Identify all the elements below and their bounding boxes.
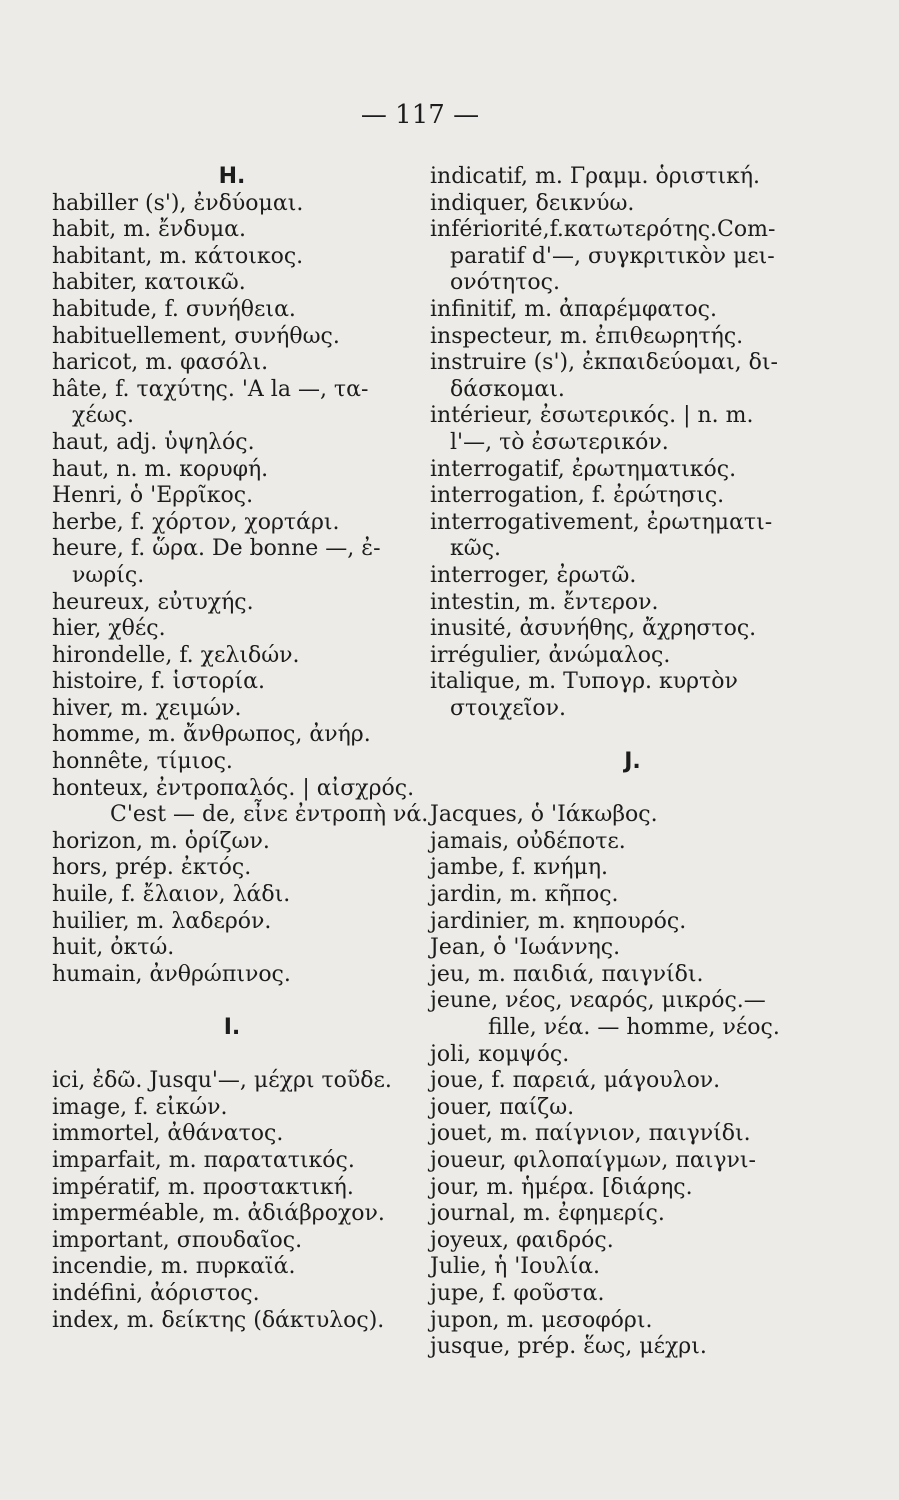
dictionary-entry: haricot, m. φασόλι. <box>52 350 269 376</box>
dictionary-entry: Jacques, ὁ 'Ιάκωβος. <box>430 802 658 828</box>
dictionary-entry: infinitif, m. ἀπαρέμφατος. <box>430 296 717 322</box>
entry-continuation: δάσκομαι. <box>450 376 565 402</box>
dictionary-entry: impératif, m. προστακτική. <box>52 1174 354 1200</box>
dictionary-entry: honteux, ἐντροπαλός. | αἰσχρός. <box>52 775 415 801</box>
dictionary-entry: joue, f. παρειά, μάγουλον. <box>430 1068 721 1094</box>
dictionary-entry: hirondelle, f. χελιδών. <box>52 642 300 668</box>
dictionary-entry: joli, κομψός. <box>430 1041 570 1067</box>
dictionary-entry: horizon, m. ὁρίζων. <box>52 828 270 854</box>
entry-continuation: στοιχεῖον. <box>450 695 567 721</box>
dictionary-entry: habiter, κατοικῶ. <box>52 270 246 296</box>
page-number: — 117 — <box>360 100 480 130</box>
dictionary-entry: habit, m. ἔνδυμα. <box>52 217 247 243</box>
dictionary-entry: homme, m. ἄνθρωπος, ἀνήρ. <box>52 722 371 748</box>
dictionary-entry: indicatif, m. Γραμμ. ὁριστική. <box>430 164 761 189</box>
entry-continuation: paratif d'—, συγκριτικὸν μει- <box>450 243 775 269</box>
right-column <box>430 164 835 1361</box>
dictionary-entry: Henri, ὁ 'Ερρῖκος. <box>52 483 254 509</box>
spacer <box>430 776 835 803</box>
dictionary-entry: hier, χθές. <box>52 616 166 642</box>
dictionary-entry: inusité, ἀσυνήθης, ἄχρηστος. <box>430 616 757 642</box>
sub-entry: C'est — de, εἶνε ἐντροπὴ νά. <box>110 802 429 828</box>
left-column <box>52 164 429 1334</box>
dictionary-entry: immortel, ἀθάνατος. <box>52 1121 284 1147</box>
dictionary-entry: jusque, prép. ἕως, μέχρι. <box>430 1334 707 1360</box>
section-heading: J. <box>624 749 641 775</box>
dictionary-entry: jardin, m. κῆπος. <box>430 882 619 908</box>
dictionary-entry: jardinier, m. κηπουρός. <box>430 908 687 934</box>
dictionary-entry: habitude, f. συνήθεια. <box>52 296 296 322</box>
dictionary-entry: huilier, m. λαδερόν. <box>52 908 272 934</box>
dictionary-entry: heure, f. ὥρα. De bonne —, ἐ- <box>52 536 381 562</box>
dictionary-entry: indéfini, ἀόριστος. <box>52 1280 260 1306</box>
dictionary-entry: interrogation, f. ἐρώτησις. <box>430 483 725 509</box>
dictionary-entry: imperméable, m. ἀδιάβροχον. <box>52 1201 385 1227</box>
entry-continuation: l'—, τὸ ἐσωτερικόν. <box>450 429 669 455</box>
dictionary-entry: instruire (s'), ἐκπαιδεύομαι, δι- <box>430 350 778 376</box>
dictionary-entry: joueur, φιλοπαίγμων, παιγνι- <box>430 1147 756 1173</box>
dictionary-entry: incendie, m. πυρκαϊά. <box>52 1254 296 1280</box>
dictionary-entry: infériorité,f.κατωτερότης.Com- <box>430 217 776 243</box>
section-heading: I. <box>223 1015 241 1040</box>
dictionary-entry: image, f. εἰκών. <box>52 1094 228 1120</box>
dictionary-entry: important, σπουδαῖος. <box>52 1227 303 1253</box>
dictionary-entry: indiquer, δεικνύω. <box>430 190 635 216</box>
dictionary-entry: jupon, m. μεσοφόρι. <box>430 1307 653 1333</box>
section-heading: H. <box>218 164 246 189</box>
dictionary-entry: inspecteur, m. ἐπιθεωρητής. <box>430 323 744 349</box>
dictionary-entry: jeune, νέος, νεαρός, μικρός.— <box>430 988 766 1014</box>
dictionary-entry: joyeux, φαιδρός. <box>430 1227 614 1253</box>
entry-continuation: νωρίς. <box>72 562 145 588</box>
dictionary-entry: jambe, f. κνήμη. <box>430 855 609 881</box>
dictionary-entry: interrogatif, ἐρωτηματικός. <box>430 456 737 482</box>
dictionary-entry: Jean, ὁ 'Ιωάννης. <box>430 935 621 961</box>
dictionary-entry: intérieur, ἐσωτερικός. | n. m. <box>430 403 754 429</box>
dictionary-entry: Julie, ἡ 'Ιουλία. <box>430 1254 601 1280</box>
spacer <box>52 988 412 1015</box>
dictionary-entry: jouet, m. παίγνιον, παιγνίδι. <box>430 1121 751 1147</box>
entry-continuation: κῶς. <box>450 536 502 562</box>
spacer <box>430 722 835 749</box>
dictionary-entry: jouer, παίζω. <box>430 1094 575 1120</box>
dictionary-entry: irrégulier, ἀνώμαλος. <box>430 642 671 668</box>
dictionary-entry: jeu, m. παιδιά, παιγνίδι. <box>430 961 704 987</box>
dictionary-entry: honnête, τίμιος. <box>52 749 233 775</box>
dictionary-entry: habiller (s'), ἐνδύομαι. <box>52 190 304 216</box>
spacer <box>52 1042 412 1069</box>
dictionary-entry: interroger, ἐρωτῶ. <box>430 562 637 588</box>
dictionary-entry: imparfait, m. παρατατικός. <box>52 1147 355 1173</box>
dictionary-entry: heureux, εὐτυχής. <box>52 589 254 615</box>
dictionary-entry: interrogativement, ἐρωτηματι- <box>430 509 773 535</box>
dictionary-entry: index, m. δείκτης (δάκτυλος). <box>52 1307 385 1333</box>
dictionary-entry: humain, ἀνθρώπινος. <box>52 961 291 987</box>
dictionary-entry: huit, ὀκτώ. <box>52 935 175 961</box>
dictionary-entry: jamais, οὐδέποτε. <box>430 828 626 854</box>
dictionary-entry: jour, m. ἡμέρα. [διάρης. <box>430 1174 693 1200</box>
dictionary-entry: haut, adj. ὑψηλός. <box>52 429 255 455</box>
entry-continuation: ονότητος. <box>450 270 560 296</box>
dictionary-entry: haut, n. m. κορυφή. <box>52 456 269 482</box>
dictionary-entry: histoire, f. ἱστορία. <box>52 669 265 695</box>
dictionary-entry: huile, f. ἔλαιον, λάδι. <box>52 882 291 908</box>
dictionary-entry: journal, m. ἐφημερίς. <box>430 1201 665 1227</box>
dictionary-entry: herbe, f. χόρτον, χορτάρι. <box>52 509 340 535</box>
dictionary-entry: italique, m. Τυπογρ. κυρτὸν <box>430 669 738 695</box>
dictionary-entry: hors, prép. ἐκτός. <box>52 855 252 881</box>
dictionary-entry: ici, ἐδῶ. Jusqu'—, μέχρι τοῦδε. <box>52 1068 392 1094</box>
sub-entry: fille, νέα. — homme, νέος. <box>488 1015 780 1040</box>
dictionary-entry: hâte, f. ταχύτης. 'A la —, τα- <box>52 376 369 402</box>
dictionary-entry: hiver, m. χειμών. <box>52 695 242 721</box>
dictionary-entry: jupe, f. φοῦστα. <box>430 1280 605 1306</box>
dictionary-entry: habituellement, συνήθως. <box>52 323 340 349</box>
dictionary-entry: habitant, m. κάτοικος. <box>52 243 304 269</box>
entry-continuation: χέως. <box>72 403 134 429</box>
dictionary-entry: intestin, m. ἔντερον. <box>430 589 659 615</box>
